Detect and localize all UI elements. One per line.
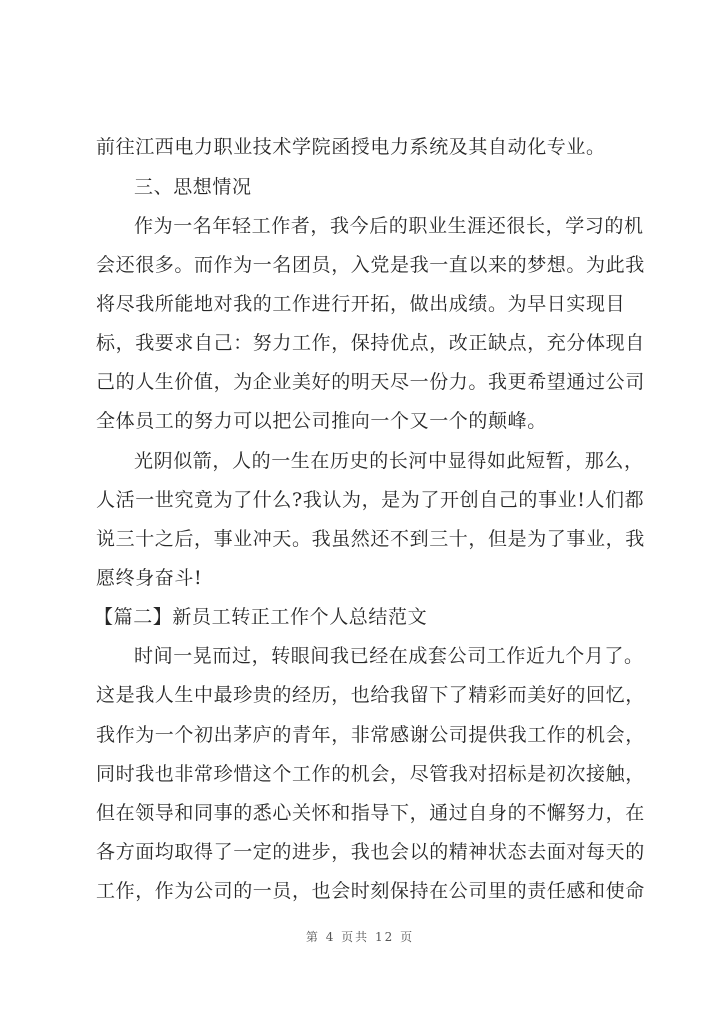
text-line: 人活一世究竟为了什么?我认为，是为了开创自己的事业!人们都 <box>96 489 645 511</box>
text-line: 将尽我所能地对我的工作进行开拓，做出成绩。为早日实现目 <box>96 293 626 315</box>
text-line: 我作为一个初出茅庐的青年，非常感谢公司提供我工作的机会， <box>96 724 645 746</box>
text-line: 会还很多。而作为一名团员，入党是我一直以来的梦想。为此我 <box>96 254 645 276</box>
chapter-heading: 【篇二】新员工转正工作个人总结范文 <box>94 606 428 628</box>
text-line: 全体员工的努力可以把公司推向一个又一个的颠峰。 <box>96 410 547 432</box>
text-line: 前往江西电力职业技术学院函授电力系统及其自动化专业。 <box>96 136 606 158</box>
text-line: 时间一晃而过，转眼间我已经在成套公司工作近九个月了。 <box>134 645 644 667</box>
text-line: 光阴似箭，人的一生在历史的长河中显得如此短暂，那么， <box>134 450 644 472</box>
text-line: 工作，作为公司的一员，也会时刻保持在公司里的责任感和使命 <box>96 880 645 902</box>
text-line: 这是我人生中最珍贵的经历，也给我留下了精彩而美好的回忆， <box>96 684 645 706</box>
text-line: 愿终身奋斗! <box>96 567 203 589</box>
page-number-footer: 第 4 页共 12 页 <box>305 930 415 944</box>
text-line: 各方面均取得了一定的进步，我也会以的精神状态去面对每天的 <box>96 841 645 863</box>
text-line: 标，我要求自己：努力工作，保持优点，改正缺点，充分体现自 <box>96 332 645 354</box>
section-heading: 三、思想情况 <box>134 176 252 198</box>
text-line: 同时我也非常珍惜这个工作的机会，尽管我对招标是初次接触， <box>96 763 645 785</box>
text-line: 说三十之后，事业冲天。我虽然还不到三十，但是为了事业，我 <box>96 528 645 550</box>
text-line: 己的人生价值，为企业美好的明天尽一份力。我更希望通过公司 <box>96 371 645 393</box>
text-line: 但在领导和同事的悉心关怀和指导下，通过自身的不懈努力，在 <box>96 802 645 824</box>
text-line: 作为一名年轻工作者，我今后的职业生涯还很长，学习的机 <box>134 215 644 237</box>
